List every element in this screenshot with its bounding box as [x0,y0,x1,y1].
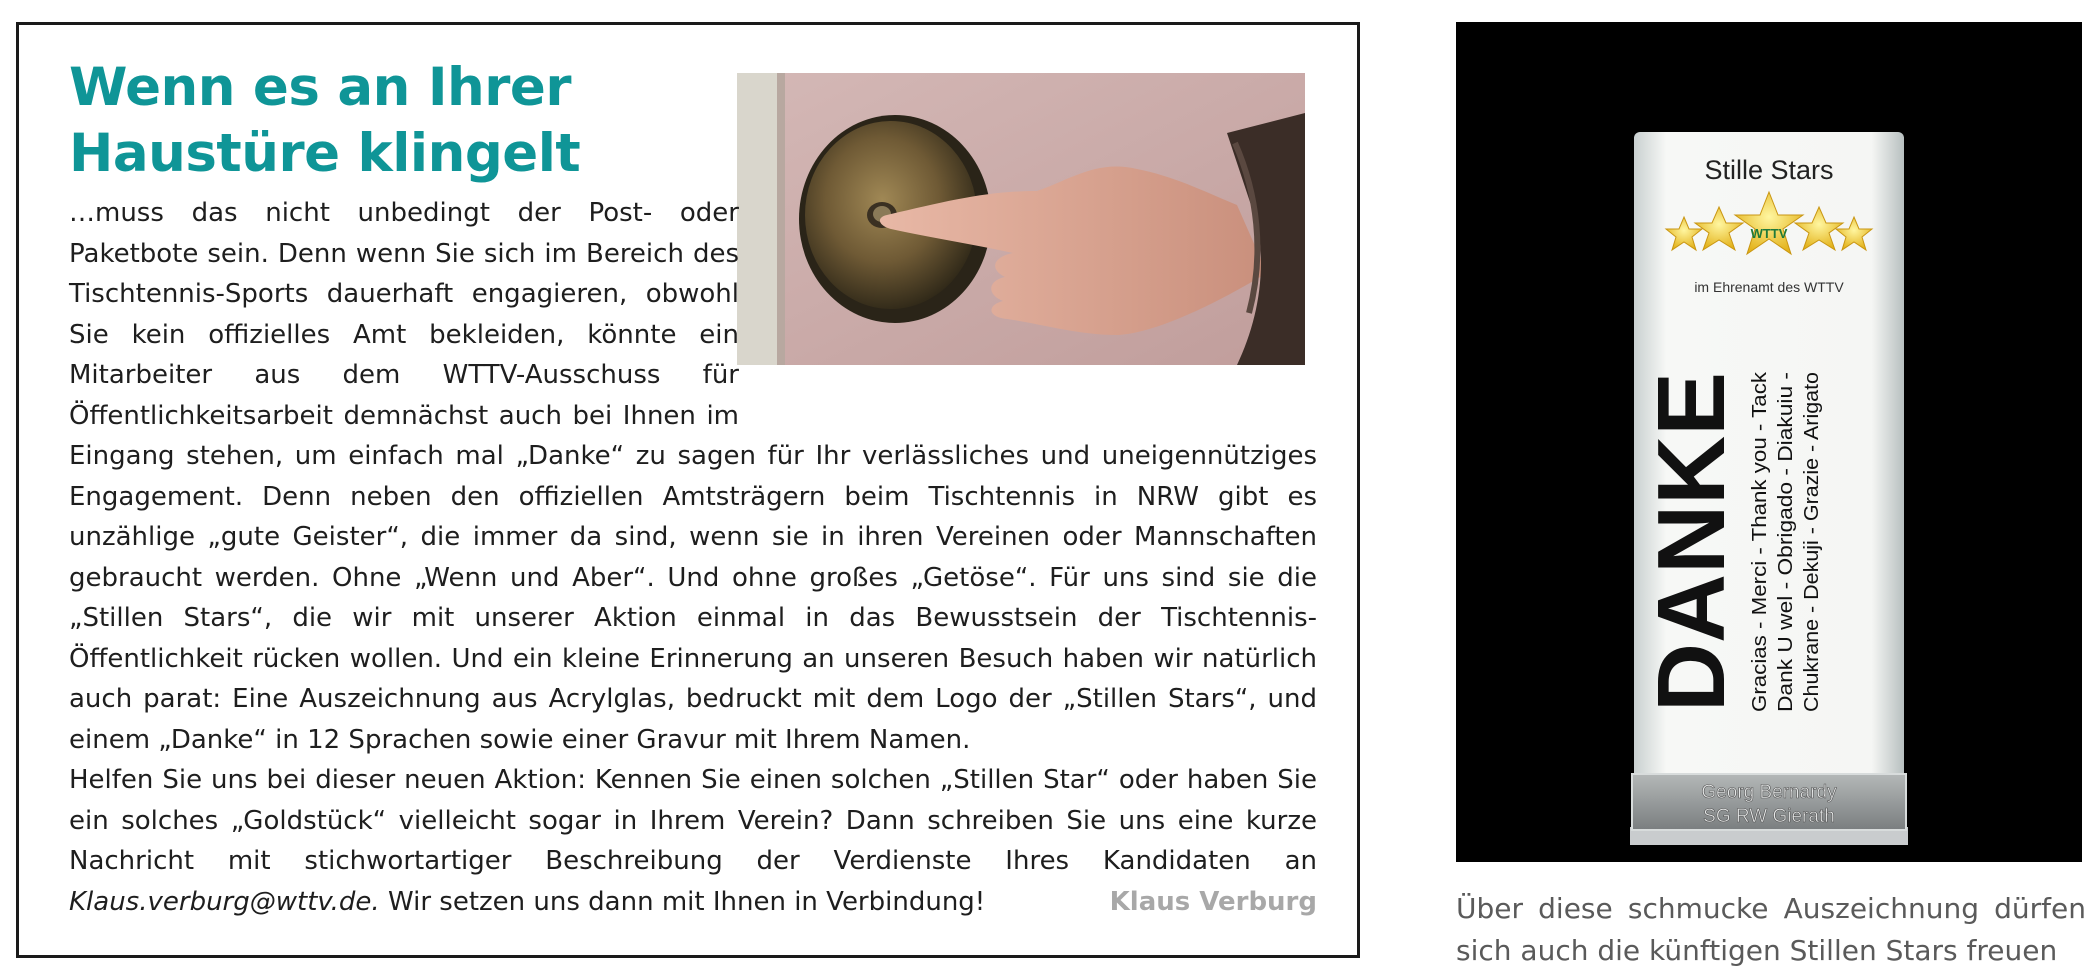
headline-line-2: Haustüre klingelt [69,123,581,184]
engraving-name: Georg Bernardy [1701,782,1837,803]
engraving-club: SG RW Gierath [1703,806,1835,827]
contact-email-link[interactable]: Klaus.verburg@wttv.de. [69,886,380,917]
award-photo [1456,22,2082,862]
paragraph-2-text: Helfen Sie uns bei dieser neuen Aktion: Kennen Sie einen solchen „Stillen Star“ oder haben Sie ein solches „Goldstück“ vielleicht sogar in Ihrem Verein? Dann schreiben Sie uns eine kurze Nachricht mit stichwortartiger Beschreibung der Verdienste Ihres Kandidaten an [69,765,1317,876]
wttv-logo: WTTV [1750,226,1788,241]
headline-line-1: Wenn es an Ihrer [69,57,571,118]
award-languages-1: Gracias - Merci - Thank you - Tack [1749,407,1771,712]
article-paragraph-1: …muss das nicht unbedingt der Post- oder Paketbote sein. Denn wenn Sie sich im Bereich des Tischtennis-Sports dauerhaft engagieren, obwohl Sie kein offizielles Amt bekleiden, könnte ein Mitarbeiter aus dem WTTV-Ausschuss für Öffentlichkeitsarbeit demnächst auch bei Ihnen im Eingang stehen, um einfach mal „Danke“ zu sagen für Ihr verlässliches und uneigennütziges Engagement. Denn neben den offiziellen Amtsträgern beim Tischtennis in NRW gibt es unzählige „gute Geister“, die immer da sind, wenn sie in ihren Vereinen oder Mannschaften gebraucht werden. Ohne „Wenn und Aber“. Und ohne großes „Getöse“. Für uns sind sie die „Stillen Stars“, die wir mit unserer Aktion einmal in das Bewusstsein der Tischtennis-Öffentlichkeit rücken wollen. Und ein kleine Erinnerung an unseren Besuch haben wir natürlich auch parat: Eine Auszeichnung aus Acrylglas, bedruckt mit dem Logo der „Stillen Stars“, und einem „Danke“ in 12 Sprachen sowie einer Gravur mit Ihrem Namen. [69,198,1317,755]
award-title: Stille Stars [1704,155,1834,185]
closing-sentence: Wir setzen uns dann mit Ihnen in Verbindung! [379,886,986,917]
award-subtitle: im Ehrenamt des WTTV [1694,279,1844,295]
article-body [69,193,1317,922]
photo-float-spacer [739,193,1317,411]
award-languages-3: Chukrane - Dekuji - Grazie - Arigato [1801,395,1823,712]
article-box [16,22,1360,958]
author-name: Klaus Verburg [1109,886,1317,917]
article-paragraph-2 [69,760,1317,922]
award-danke: DANKE [1638,370,1745,712]
engraving-plate [1632,774,1906,830]
article-headline [69,55,580,187]
award-title-group [1704,155,1833,185]
award-caption: Über diese schmucke Auszeichnung dürfen sich auch die künftigen Stillen Stars freuen [1456,892,2086,967]
award-languages-2: Dank U wel - Obrigado - Diakuiu - [1775,413,1797,712]
